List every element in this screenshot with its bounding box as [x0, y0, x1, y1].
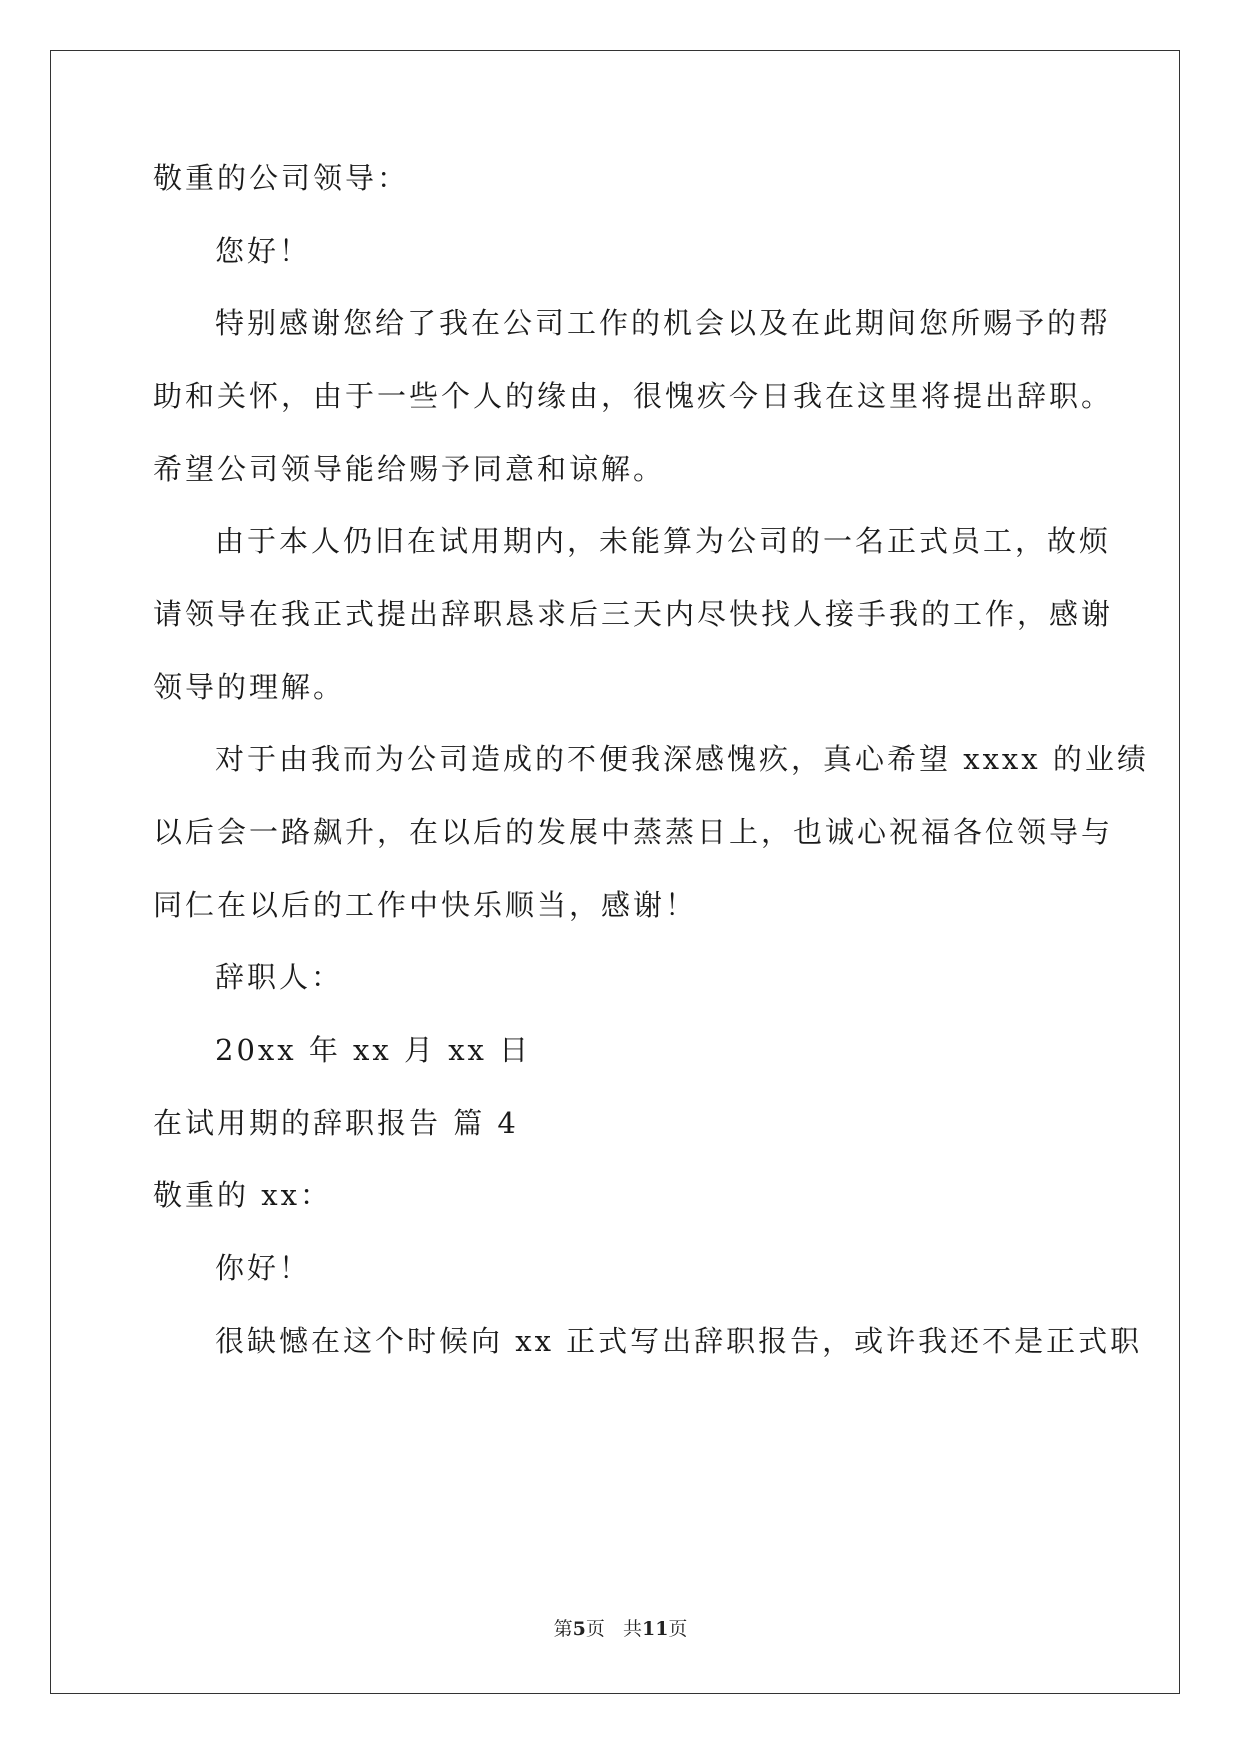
page-footer	[0, 1617, 1241, 1641]
page-number: 5	[572, 1618, 586, 1640]
body-line: 以后会一路飙升，在以后的发展中蒸蒸日上，也诚心祝福各位领导与	[153, 815, 1114, 849]
total-suffix: 页	[668, 1618, 688, 1640]
section-title: 在试用期的辞职报告 篇 4	[153, 1106, 519, 1140]
body-line: 由于本人仍旧在试用期内，未能算为公司的一名正式员工，故烦	[215, 524, 1112, 558]
signature-label: 辞职人：	[215, 960, 344, 994]
salutation: 敬重的 xx：	[153, 1178, 332, 1212]
body-line: 很缺憾在这个时候向 xx 正式写出辞职报告，或许我还不是正式职	[215, 1324, 1143, 1358]
body-line: 助和关怀，由于一些个人的缘由，很愧疚今日我在这里将提出辞职。	[153, 379, 1114, 413]
body-line: 希望公司领导能给赐予同意和谅解。	[153, 452, 666, 486]
total-pages: 11	[641, 1618, 669, 1640]
page-suffix: 页	[585, 1618, 605, 1640]
page-border	[50, 50, 1180, 1694]
greeting: 你好！	[215, 1251, 312, 1285]
page-prefix: 第	[553, 1618, 573, 1640]
body-line: 请领导在我正式提出辞职恳求后三天内尽快找人接手我的工作，感谢	[153, 597, 1114, 631]
body-line: 对于由我而为公司造成的不便我深感愧疚，真心希望 xxxx 的业绩	[215, 742, 1149, 776]
date-line: 20xx 年 xx 月 xx 日	[215, 1033, 532, 1067]
total-prefix: 共	[622, 1618, 642, 1640]
body-line: 领导的理解。	[153, 670, 346, 704]
body-line: 特别感谢您给了我在公司工作的机会以及在此期间您所赐予的帮	[215, 306, 1112, 340]
greeting: 您好！	[215, 234, 312, 268]
salutation: 敬重的公司领导：	[153, 161, 410, 195]
body-line: 同仁在以后的工作中快乐顺当，感谢！	[153, 888, 698, 922]
